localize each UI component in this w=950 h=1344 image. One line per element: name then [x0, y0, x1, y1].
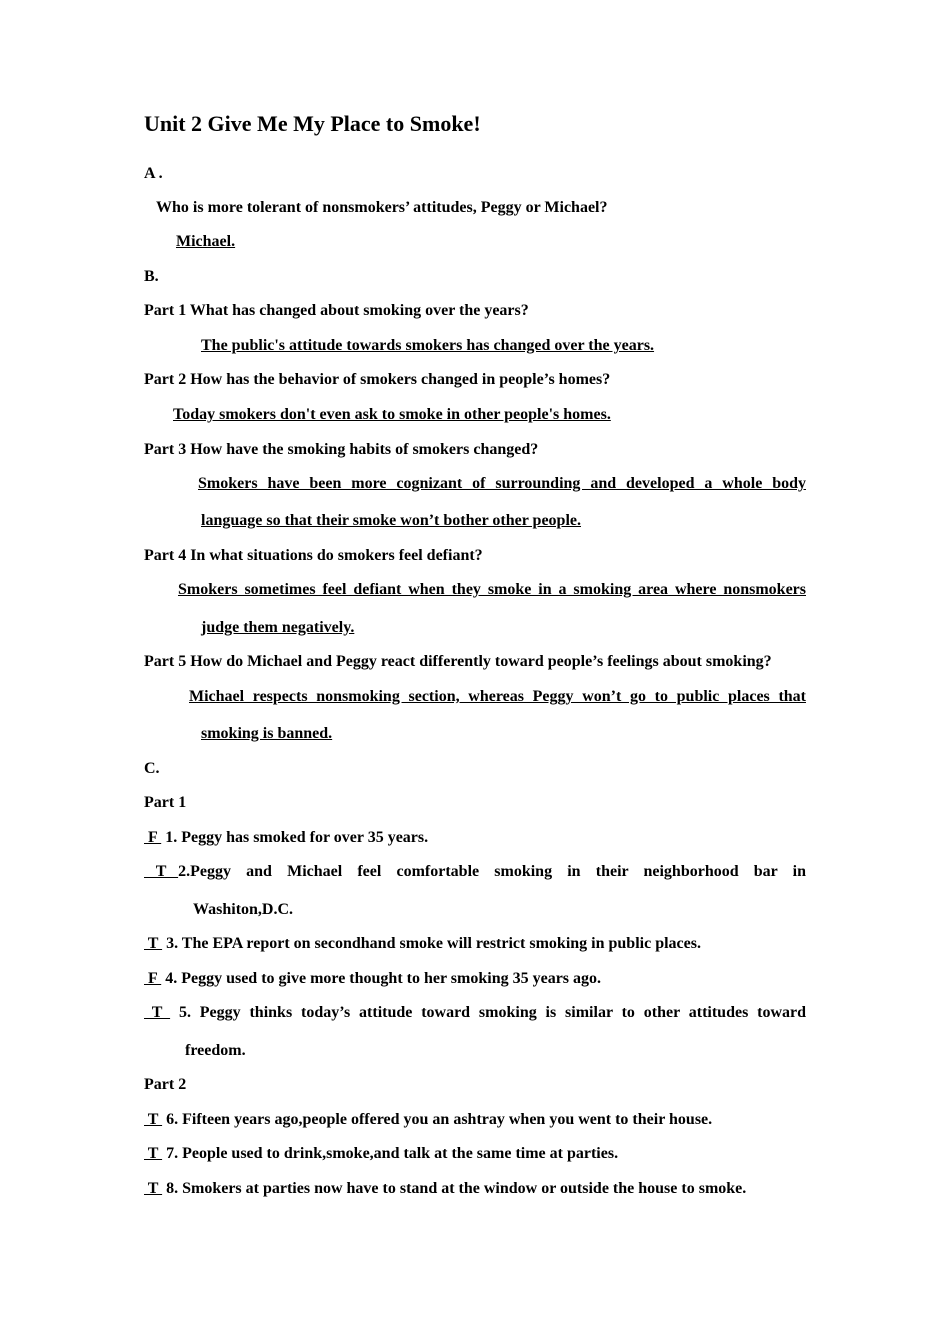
part2-answer: Today smokers don't even ask to smoke in other people's homes.	[173, 406, 611, 423]
tf-item-7	[144, 1144, 618, 1164]
tf-answer: T	[144, 1111, 163, 1128]
tf-statement: 3. The EPA report on secondhand smoke will restrict smoking in public places.	[166, 935, 701, 952]
part2-question: Part 2 How has the behavior of smokers changed in people’s homes?	[144, 371, 611, 388]
part3-answer-line1: Smokers have been more cognizant of surrounding and developed a whole body	[198, 475, 806, 492]
section-a-label: A .	[144, 165, 163, 182]
tf-statement: 2.Peggy and Michael feel comfortable smoking in their neighborhood bar in	[178, 863, 806, 880]
tf-item-5	[144, 1003, 806, 1023]
tf-statement: 4. Peggy used to give more thought to her smoking 35 years ago.	[165, 970, 602, 987]
part5-answer-line1: Michael respects nonsmoking section, whereas Peggy won’t go to public places that	[189, 688, 806, 705]
tf-statement: 8. Smokers at parties now have to stand at the window or outside the house to smoke.	[166, 1180, 747, 1197]
tf-item-2-line2: Washiton,D.C.	[193, 901, 294, 918]
part4-answer-line1: Smokers sometimes feel defiant when they smoke in a smoking area where nonsmokers	[178, 581, 806, 598]
part3-question: Part 3 How have the smoking habits of smokers changed?	[144, 441, 539, 458]
part3-answer-line2: language so that their smoke won’t bother other people.	[201, 512, 581, 529]
tf-statement: 7. People used to drink,smoke,and talk at the same time at parties.	[166, 1145, 619, 1162]
section-c-part2-label: Part 2	[144, 1076, 187, 1093]
tf-item-6	[144, 1110, 712, 1130]
tf-statement: 6. Fifteen years ago,people offered you an ashtray when you went to their house.	[166, 1111, 713, 1128]
part5-answer-line2: smoking is banned.	[201, 725, 333, 742]
tf-answer: T	[144, 1004, 171, 1021]
tf-answer: T	[144, 1180, 163, 1197]
part1-answer: The public's attitude towards smokers has changed over the years.	[201, 337, 655, 354]
part5-question: Part 5 How do Michael and Peggy react differently toward people’s feelings about smoking?	[144, 653, 772, 670]
tf-statement: 1. Peggy has smoked for over 35 years.	[165, 829, 429, 846]
tf-answer: T	[144, 1145, 163, 1162]
section-c-part1-label: Part 1	[144, 794, 187, 811]
tf-item-5-line2: freedom.	[185, 1042, 246, 1059]
tf-item-2	[144, 862, 806, 882]
section-c-label: C.	[144, 760, 160, 777]
section-a-answer: Michael.	[176, 233, 236, 250]
page-title: Unit 2 Give Me My Place to Smoke!	[144, 111, 481, 136]
part4-question: Part 4 In what situations do smokers feel defiant?	[144, 547, 483, 564]
tf-answer: T	[144, 863, 179, 880]
tf-item-3	[144, 934, 701, 954]
tf-item-4	[144, 969, 601, 989]
tf-answer: T	[144, 935, 163, 952]
section-b-label: B.	[144, 268, 159, 285]
tf-item-1	[144, 828, 428, 848]
section-a-question: Who is more tolerant of nonsmokers’ attitudes, Peggy or Michael?	[156, 199, 608, 216]
tf-item-8	[144, 1179, 746, 1199]
tf-statement: 5. Peggy thinks today’s attitude toward smoking is similar to other attitudes toward	[178, 1004, 807, 1021]
part1-question: Part 1 What has changed about smoking over the years?	[144, 302, 529, 319]
tf-answer: F	[144, 970, 162, 987]
tf-answer: F	[144, 829, 162, 846]
part4-answer-line2: judge them negatively.	[201, 619, 355, 636]
